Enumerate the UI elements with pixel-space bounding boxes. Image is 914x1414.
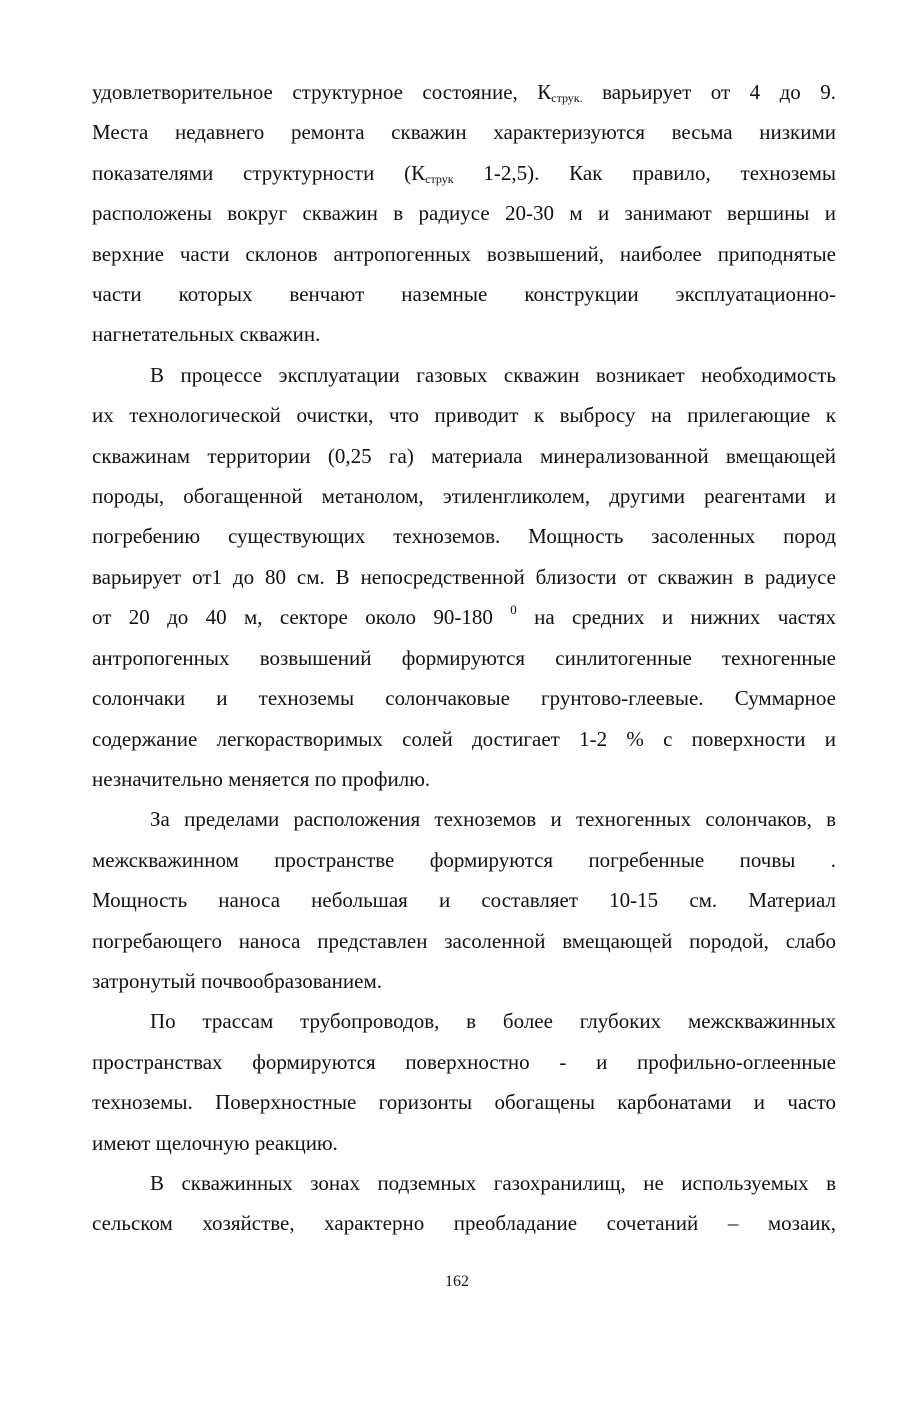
superscript-degree: 0 — [510, 602, 517, 618]
text-line: верхние части склонов антропогенных возвышений, наиболее приподнятые — [92, 241, 836, 266]
text-line: показателями структурности ($К_{струк}$ 1-2,5). Как правило, техноземы — [92, 160, 836, 186]
document-body — [92, 72, 836, 1244]
text-line: В процессе эксплуатации газовых скважин возникает необходимость — [150, 362, 836, 387]
text-line: расположены вокруг скважин в радиусе 20-30 м и занимают вершины и — [92, 201, 836, 226]
text-line: Мощность наноса небольшая и составляет 10-15 см. Материал — [92, 888, 836, 913]
text-line: За пределами расположения техноземов и техногенных солончаков, в — [150, 807, 836, 832]
text-line: пространствах формируются поверхностно - и профильно-оглеенные — [92, 1049, 836, 1074]
page-number: 162 — [445, 1273, 469, 1290]
text-line: затронутый почвообразованием. — [92, 968, 383, 993]
paragraph-5 — [92, 1163, 836, 1244]
text-line: их технологической очистки, что приводит к выбросу на прилегающие к — [92, 403, 836, 428]
text-line: По трассам трубопроводов, в более глубоких межскважинных — [150, 1009, 836, 1034]
text-line: антропогенных возвышений формируются синлитогенные техногенные — [92, 645, 836, 670]
paragraph-2 — [92, 355, 836, 799]
text-line: Места недавнего ремонта скважин характеризуются весьма низкими — [92, 120, 836, 145]
text-line: от 20 до 40 м, секторе около 90-180 $^0$ на средних и нижних частях — [92, 602, 836, 630]
text-line: сельском хозяйстве, характерно преобладание сочетаний – мозаик, — [92, 1211, 836, 1236]
text-line: части которых венчают наземные конструкции эксплуатационно- — [92, 282, 836, 307]
text-line: содержание легкорастворимых солей достигает 1-2 % с поверхности и — [92, 726, 836, 751]
text-line: погребающего наноса представлен засоленной вмещающей породой, слабо — [92, 928, 836, 953]
paragraph-1 — [92, 72, 836, 355]
paragraph-3 — [92, 799, 836, 1001]
paragraph-4 — [92, 1001, 836, 1163]
text-line: нагнетательных скважин. — [92, 322, 321, 347]
text-line: скважинам территории (0,25 га) материала минерализованной вмещающей — [92, 443, 836, 468]
text-line: солончаки и техноземы солончаковые грунтово-глеевые. Суммарное — [92, 686, 836, 711]
text-line: имеют щелочную реакцию. — [92, 1130, 338, 1155]
text-line: незначительно меняется по профилю. — [92, 766, 431, 791]
text-line: В скважинных зонах подземных газохранилищ, не используемых в — [150, 1170, 836, 1195]
text-line: техноземы. Поверхностные горизонты обогащены карбонатами и часто — [92, 1090, 836, 1115]
text-line: погребению существующих техноземов. Мощность засоленных пород — [92, 524, 836, 549]
subscript: струк — [425, 171, 454, 186]
text-line: межскважинном пространстве формируются погребенные почвы . — [92, 847, 836, 872]
text-line: удовлетворительное структурное состояние, $К_{струк.}$ варьирует от 4 до 9. — [92, 80, 836, 105]
text-line: породы, обогащенной метанолом, этиленгликолем, другими реагентами и — [92, 484, 836, 509]
text-line: варьирует от1 до 80 см. В непосредственной близости от скважин в радиусе — [92, 564, 836, 589]
subscript: струк. — [551, 91, 583, 105]
